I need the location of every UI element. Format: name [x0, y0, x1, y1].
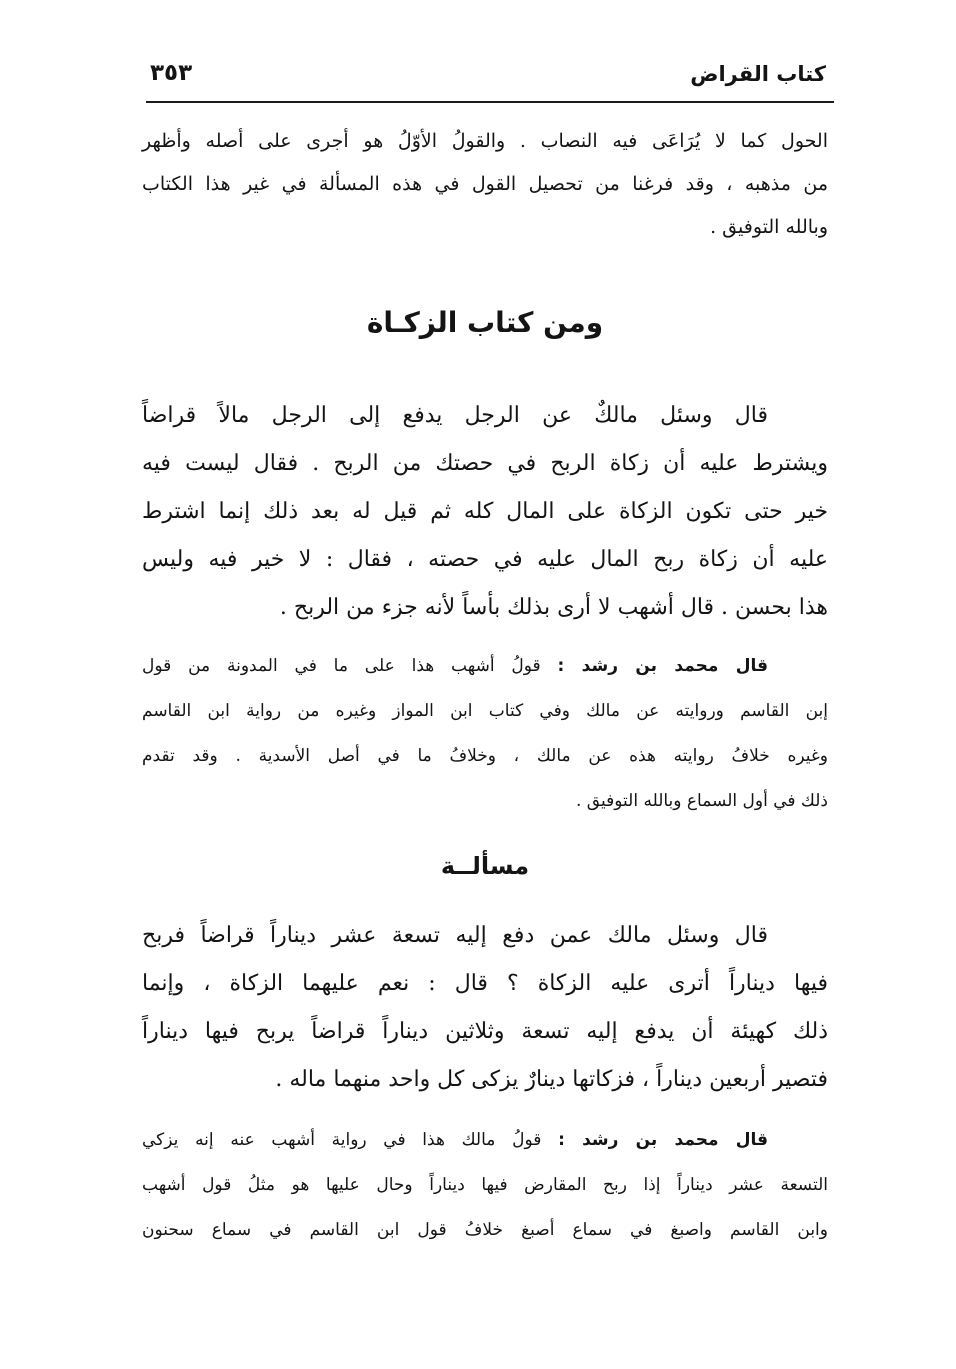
section-heading: مسألــة [440, 852, 530, 880]
text-line: قال وسئل مالكٌ عن الرجل يدفع إلى الرجل مالاً قراضاً [142, 403, 768, 428]
paragraph-question [142, 912, 828, 1104]
text-line: هذا بحسن . قال أشهب لا أرى بذلك بأساً لأنه جزء من الربح . [279, 595, 828, 620]
text-line: من مذهبه ، وقد فرغنا من تحصيل القول في هذه المسألة في غير هذا الكتاب [142, 173, 828, 195]
commentary-lead: قال محمد بن رشد : [557, 656, 768, 676]
paragraph-commentary [142, 1118, 828, 1253]
paragraph-commentary [142, 644, 828, 824]
text-line: قال وسئل مالك عمن دفع إليه تسعة عشر ديناراً قراضاً فربح [142, 923, 768, 948]
paragraph-closing [142, 120, 828, 249]
text-line: فتصير أربعين ديناراً ، فزكاتها دينارٌ يزكى كل واحد منهما ماله . [275, 1067, 828, 1092]
running-header-title: كتاب القراض [690, 62, 826, 86]
section-heading: ومن كتاب الزكـاة [366, 306, 604, 339]
text-line: وغيره خلافُ روايته هذه عن مالك ، وخلافُ ما في أصل الأسدية . وقد تقدم [142, 746, 828, 766]
text-line: قال محمد بن رشد : قولُ مالك هذا في رواية أشهب عنه إنه يزكي [142, 1130, 768, 1150]
text-line: ذلك في أول السماع وبالله التوفيق . [576, 791, 828, 811]
text-line: وبالله التوفيق . [710, 216, 828, 238]
text-line: ذلك كهيئة أن يدفع إليه تسعة وثلاثين ديناراً قراضاً يربح فيها ديناراً [142, 1019, 828, 1044]
text-line: وابن القاسم واصبغ في سماع أصبغ خلافُ قول ابن القاسم في سماع سحنون [142, 1220, 828, 1240]
text-line: ويشترط عليه أن زكاة الربح في حصتك من الربح . فقال ليست فيه [142, 451, 828, 476]
text-line: فيها ديناراً أترى عليه الزكاة ؟ قال : نعم عليهما الزكاة ، وإنما [142, 971, 828, 996]
text-line: إبن القاسم وروايته عن مالك وفي كتاب ابن المواز وغيره من رواية ابن القاسم [142, 701, 828, 721]
text-line: خير حتى تكون الزكاة على المال كله ثم قيل له بعد ذلك إنما اشترط [142, 499, 828, 524]
text-line: عليه أن زكاة ربح المال عليه في حصته ، فقال : لا خير فيه وليس [142, 547, 828, 572]
text-line: قال محمد بن رشد : قولُ أشهب هذا على ما في المدونة من قول [142, 656, 768, 676]
commentary-lead: قال محمد بن رشد : [558, 1130, 768, 1150]
text-line: التسعة عشر ديناراً إذا ربح المقارض فيها ديناراً وحال عليها هو مثلُ قول أشهب [142, 1175, 828, 1195]
paragraph-question [142, 392, 828, 632]
header-rule [146, 101, 834, 103]
page-number: ٣٥٣ [150, 60, 193, 86]
text-line: الحول كما لا يُرَاعَى فيه النصاب . والقولُ الأوّلُ هو أجرى على أصله وأظهر [142, 130, 828, 152]
